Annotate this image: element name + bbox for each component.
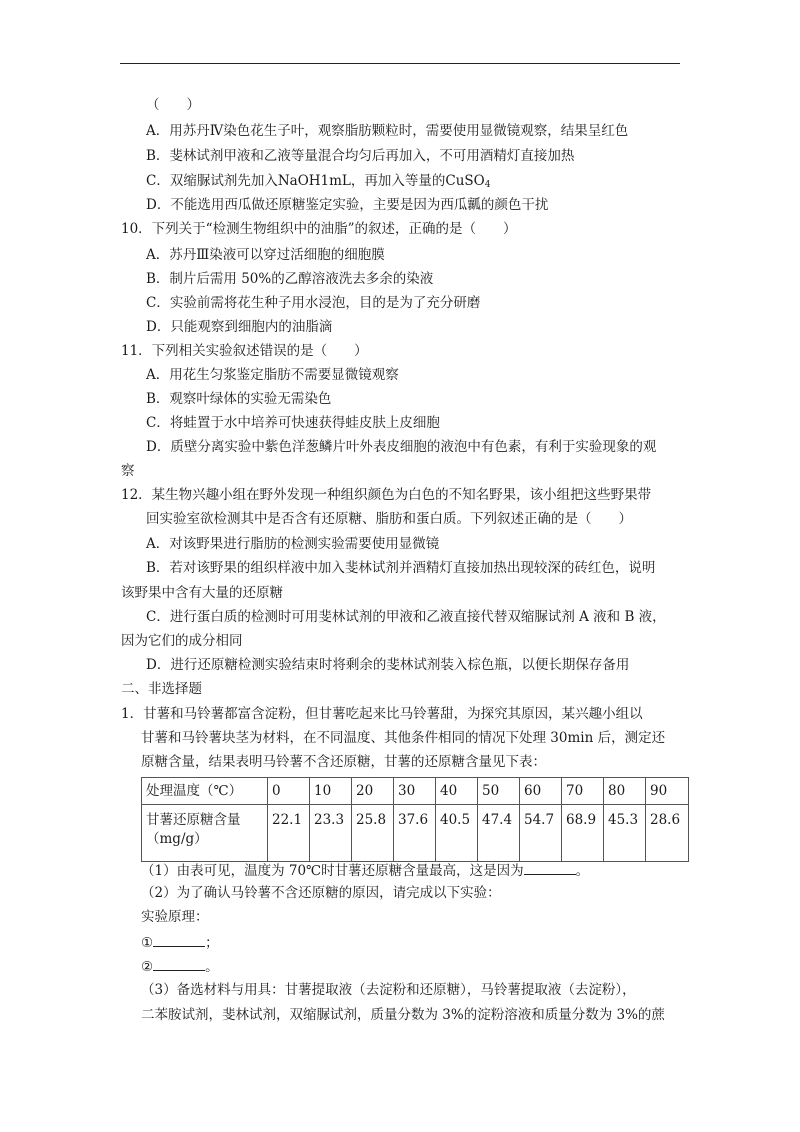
answer-blank[interactable] [524,860,576,875]
period: 。 [205,959,219,975]
q10-stem: 10．下列关于“检测生物组织中的油脂”的叙述，正确的是（ ） [121,221,517,237]
table-cell: 30 [394,778,436,805]
q9-option-c-text: C．双缩脲试剂先加入NaOH1mL，再加入等量的CuSO [146,173,485,189]
table-cell: 23.3 [310,805,352,862]
q10-option-d: D．只能观察到细胞内的油脂滴 [146,319,333,335]
p1-stem-line3: 原糖含量，结果表明马铃薯不含还原糖，甘薯的还原糖含量见下表： [141,754,546,770]
q12-option-c-cont: 因为它们的成分相同 [121,633,243,649]
table-cell: 54.7 [520,805,562,862]
q12-stem-line1: 12．某生物兴趣小组在野外发现一种组织颜色为白色的不知名野果，该小组把这些野果带 [121,487,652,503]
q12-option-a: A．对该野果进行脂肪的检测实验需要使用显微镜 [146,536,440,552]
q11-option-d-cont: 察 [121,463,135,479]
table-cell: 20 [352,778,394,805]
table-cell: 50 [478,778,520,805]
circle-number-1: ① [141,935,154,951]
p1-principle-2 [141,956,219,976]
table-label-line1: 甘薯还原糖含量 [146,812,241,828]
table-cell: 40 [436,778,478,805]
table-cell-label [142,805,268,862]
p1-sub1-end: 。 [575,863,590,879]
q12-stem-line2: 回实验室欲检测其中是否含有还原糖、脂肪和蛋白质。下列叙述正确的是（ ） [146,511,632,527]
p1-stem-line2: 甘薯和马铃薯块茎为材料，在不同温度、其他条件相同的情况下处理 30min 后，测定还 [141,730,666,746]
q9-option-c-subscript: 4 [484,180,491,190]
q11-option-c: C．将蛙置于水中培养可快速获得蛙皮肤上皮细胞 [146,415,440,431]
table-cell: 37.6 [394,805,436,862]
q9-option-b: B．斐林试剂甲液和乙液等量混合均匀后再加入，不可用酒精灯直接加热 [146,148,575,164]
table-cell-label: 处理温度（℃） [142,778,268,805]
table-cell: 10 [310,778,352,805]
p1-sub3-line2: 二苯胺试剂，斐林试剂，双缩脲试剂，质量分数为 3%的淀粉溶液和质量分数为 3%的蔗 [141,1007,665,1023]
q9-option-a: A．用苏丹Ⅳ染色花生子叶，观察脂肪颗粒时，需要使用显微镜观察，结果呈红色 [146,123,629,139]
q12-option-b-cont: 该野果中含有大量的还原糖 [121,585,283,601]
table-cell: 22.1 [268,805,310,862]
q10-option-b: B．制片后需用 50%的乙醇溶液洗去多余的染液 [146,271,434,287]
section-heading: 二、非选择题 [121,681,202,697]
sugar-table [141,777,689,862]
header-rule [120,63,680,64]
table-cell: 68.9 [562,805,604,862]
table-value-row [142,805,689,862]
table-label-line2: （mg/g） [146,831,208,847]
table-cell: 28.6 [646,805,689,862]
p1-sub1-text: （1）由表可见，温度为 70℃时甘薯还原糖含量最高，这是因为 [141,863,524,879]
answer-blank[interactable] [153,932,205,947]
p1-sub1 [141,860,589,880]
q10-option-a: A．苏丹Ⅲ染液可以穿过活细胞的细胞膜 [146,247,385,263]
q9-option-d: D．不能选用西瓜做还原糖鉴定实验，主要是因为西瓜瓤的颜色干扰 [146,197,549,213]
table-cell: 40.5 [436,805,478,862]
table-header-row [142,778,689,805]
q12-option-c: C．进行蛋白质的检测时可用斐林试剂的甲液和乙液直接代替双缩脲试剂 A 液和 B 液， [146,609,666,625]
p1-sub3-line1: （3）备选材料与用具：甘薯提取液（去淀粉和还原糖），马铃薯提取液（去淀粉）， [141,982,636,998]
q11-option-a: A．用花生匀浆鉴定脂肪不需要显微镜观察 [146,367,399,383]
p1-principle-1 [141,932,219,952]
semicolon: ； [205,935,219,951]
q12-option-b: B．若对该野果的组织样液中加入斐林试剂并酒精灯直接加热出现较深的砖红色，说明 [146,560,656,576]
table-cell: 60 [520,778,562,805]
table-cell: 70 [562,778,604,805]
q10-option-c: C．实验前需将花生种子用水浸泡，目的是为了充分研磨 [146,295,481,311]
p1-stem-line1: 1．甘薯和马铃薯都富含淀粉，但甘薯吃起来比马铃薯甜，为探究其原因，某兴趣小组以 [121,706,643,722]
p1-principle-label: 实验原理： [141,909,209,925]
table-cell: 90 [646,778,689,805]
table-cell: 0 [268,778,310,805]
table-cell: 45.3 [604,805,646,862]
answer-blank[interactable] [153,956,205,971]
q11-stem: 11．下列相关实验叙述错误的是（ ） [121,343,368,359]
q12-option-d: D．进行还原糖检测实验结束时将剩余的斐林试剂装入棕色瓶，以便长期保存备用 [146,657,630,673]
p1-sub2: （2）为了确认马铃薯不含还原糖的原因，请完成以下实验： [141,885,501,901]
q9-paren: （ ） [146,97,200,113]
circle-number-2: ② [141,959,154,975]
table-cell: 25.8 [352,805,394,862]
table-cell: 80 [604,778,646,805]
q11-option-d: D．质壁分离实验中紫色洋葱鳞片叶外表皮细胞的液泡中有色素，有利于实验现象的观 [146,439,657,455]
q11-option-b: B．观察叶绿体的实验无需染色 [146,391,332,407]
table-cell: 47.4 [478,805,520,862]
q9-option-c [146,172,490,194]
